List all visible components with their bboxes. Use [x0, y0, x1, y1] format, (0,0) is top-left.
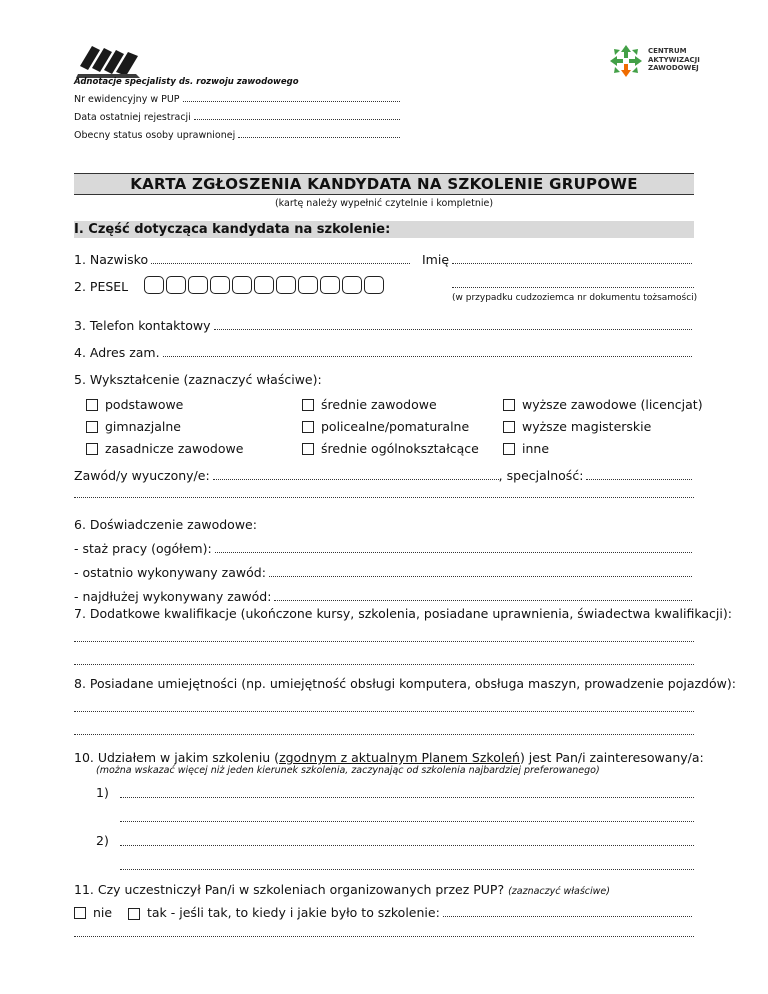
address-label: 4. Adres zam.	[74, 345, 160, 360]
checkbox[interactable]	[302, 399, 314, 411]
edu-option-wyzsze-zawodowe[interactable]: wyższe zawodowe (licencjat)	[503, 397, 703, 412]
last-job-row	[74, 565, 694, 580]
checkbox[interactable]	[503, 399, 515, 411]
skills-label: 8. Posiadane umiejętności (np. umiejętność obsługi komputera, obsługa maszyn, prowadzenie pojazdów):	[74, 676, 736, 691]
pesel-digit[interactable]	[232, 276, 252, 294]
status-label: Obecny status osoby uprawnionej	[74, 130, 236, 141]
last-registration-label: Data ostatniej rejestracji	[74, 112, 191, 123]
edu-option-gimnazjalne[interactable]: gimnazjalne	[86, 419, 181, 434]
phone-row	[74, 318, 694, 333]
qualifications-field-1[interactable]	[74, 641, 694, 642]
specialty-field[interactable]	[586, 478, 692, 480]
longest-job-field[interactable]	[274, 599, 692, 601]
form-subtitle: (kartę należy wypełnić czytelnie i kompletnie)	[274, 198, 494, 209]
checkbox[interactable]	[503, 443, 515, 455]
pesel-digit[interactable]	[342, 276, 362, 294]
profession-row	[74, 468, 694, 483]
phone-label: 3. Telefon kontaktowy	[74, 318, 211, 333]
training-choice-1b-field[interactable]	[120, 821, 694, 822]
training-interest-label: 10. Udziałem w jakim szkoleniu (zgodnym z aktualnym Planem Szkoleń) jest Pan/i zainteresowany/a:	[74, 750, 704, 765]
education-label: 5. Wykształcenie (zaznaczyć właściwe):	[74, 372, 322, 387]
training-interest-note: (można wskazać więcej niż jeden kierunek szkolenia, zaczynając od szkolenia najbardziej preferowanego)	[96, 765, 600, 776]
pesel-digit[interactable]	[276, 276, 296, 294]
section1-title: I. Część dotycząca kandydata na szkolenie:	[74, 221, 694, 238]
item1-label: 1)	[96, 785, 109, 800]
seniority-field[interactable]	[215, 551, 692, 553]
pup-logo-icon	[76, 40, 142, 78]
address-row	[74, 345, 694, 360]
pesel-digit[interactable]	[320, 276, 340, 294]
pesel-digit[interactable]	[298, 276, 318, 294]
longest-job-label: - najdłużej wykonywany zawód:	[74, 589, 272, 604]
prior-training-label: 11. Czy uczestniczył Pan/i w szkoleniach organizowanych przez PUP? (zaznaczyć właściwe)	[74, 882, 610, 897]
prior-training-yes-row	[128, 905, 694, 920]
edu-option-srednie-zawodowe[interactable]: średnie zawodowe	[302, 397, 437, 412]
checkbox[interactable]	[302, 421, 314, 433]
surname-row	[74, 252, 412, 267]
caz-logo-line1: CENTRUM	[648, 47, 687, 55]
record-number-field[interactable]	[183, 100, 400, 102]
prior-training-no[interactable]: nie	[74, 905, 112, 920]
caz-logo-line2: AKTYWIZACJI	[648, 55, 700, 64]
profession-label: Zawód/y wyuczony/e:	[74, 468, 210, 483]
edu-option-podstawowe[interactable]: podstawowe	[86, 397, 183, 412]
form-title: KARTA ZGŁOSZENIA KANDYDATA NA SZKOLENIE GRUPOWE	[74, 173, 694, 195]
skills-field-2[interactable]	[74, 734, 694, 735]
prior-training-detail-field[interactable]	[443, 915, 692, 917]
last-job-field[interactable]	[269, 575, 692, 577]
caz-logo-text	[648, 47, 700, 73]
pesel-digit[interactable]	[144, 276, 164, 294]
edu-option-wyzsze-magisterskie[interactable]: wyższe magisterskie	[503, 419, 651, 434]
address-field[interactable]	[163, 355, 692, 357]
last-job-label: - ostatnio wykonywany zawód:	[74, 565, 266, 580]
seniority-label: - staż pracy (ogółem):	[74, 541, 212, 556]
pesel-digit[interactable]	[188, 276, 208, 294]
edu-option-policealne[interactable]: policealne/pomaturalne	[302, 419, 469, 434]
foreigner-doc-field[interactable]	[452, 287, 694, 288]
surname-field[interactable]	[151, 262, 410, 264]
pesel-digit[interactable]	[364, 276, 384, 294]
training-choice-2b-field[interactable]	[120, 869, 694, 870]
checkbox[interactable]	[503, 421, 515, 433]
edu-option-zasadnicze[interactable]: zasadnicze zawodowe	[86, 441, 243, 456]
item2-label: 2)	[96, 833, 109, 848]
edu-option-srednie-ogolno[interactable]: średnie ogólnokształcące	[302, 441, 479, 456]
status-row	[74, 130, 402, 141]
checkbox[interactable]	[86, 443, 98, 455]
profession-extra-field[interactable]	[74, 497, 694, 498]
pesel-digit[interactable]	[166, 276, 186, 294]
name-row	[422, 252, 694, 267]
training-plan-link: zgodnym z aktualnym Planem Szkoleń	[279, 750, 520, 765]
status-field[interactable]	[238, 136, 400, 138]
caz-logo-icon	[609, 44, 643, 78]
annotation-title: Adnotacje specjalisty ds. rozwoju zawodowego	[74, 77, 299, 87]
qualifications-label: 7. Dodatkowe kwalifikacje (ukończone kursy, szkolenia, posiadane uprawnienia, świadectwa kwalifikacji):	[74, 606, 732, 621]
foreigner-note: (w przypadku cudzoziemca nr dokumentu tożsamości)	[452, 293, 698, 303]
prior-training-yes-label: tak - jeśli tak, to kiedy i jakie było to szkolenie:	[147, 905, 440, 920]
training-choice-2-field[interactable]	[120, 845, 694, 846]
checkbox[interactable]	[86, 399, 98, 411]
pesel-label: 2. PESEL	[74, 279, 129, 294]
prior-training-yes-checkbox[interactable]	[128, 908, 140, 920]
specialty-label: , specjalność:	[498, 468, 584, 483]
profession-field[interactable]	[213, 478, 499, 480]
pesel-digit[interactable]	[210, 276, 230, 294]
pesel-digit[interactable]	[254, 276, 274, 294]
record-number-label: Nr ewidencyjny w PUP	[74, 94, 180, 105]
experience-label: 6. Doświadczenie zawodowe:	[74, 517, 257, 532]
checkbox[interactable]	[302, 443, 314, 455]
surname-label: 1. Nazwisko	[74, 252, 149, 267]
last-registration-field[interactable]	[194, 118, 400, 120]
checkbox[interactable]	[86, 421, 98, 433]
pesel-boxes	[144, 276, 386, 294]
checkbox[interactable]	[74, 907, 86, 919]
prior-training-extra-field[interactable]	[74, 936, 694, 937]
last-registration-row	[74, 112, 402, 123]
name-field[interactable]	[452, 262, 692, 264]
name-label: Imię	[422, 252, 450, 267]
edu-option-inne[interactable]: inne	[503, 441, 549, 456]
phone-field[interactable]	[214, 328, 692, 330]
longest-job-row	[74, 589, 694, 604]
seniority-row	[74, 541, 694, 556]
training-choice-1-field[interactable]	[120, 797, 694, 798]
qualifications-field-2[interactable]	[74, 664, 694, 665]
caz-logo-line3: ZAWODOWEJ	[648, 64, 699, 72]
skills-field-1[interactable]	[74, 711, 694, 712]
record-number-row	[74, 94, 402, 105]
